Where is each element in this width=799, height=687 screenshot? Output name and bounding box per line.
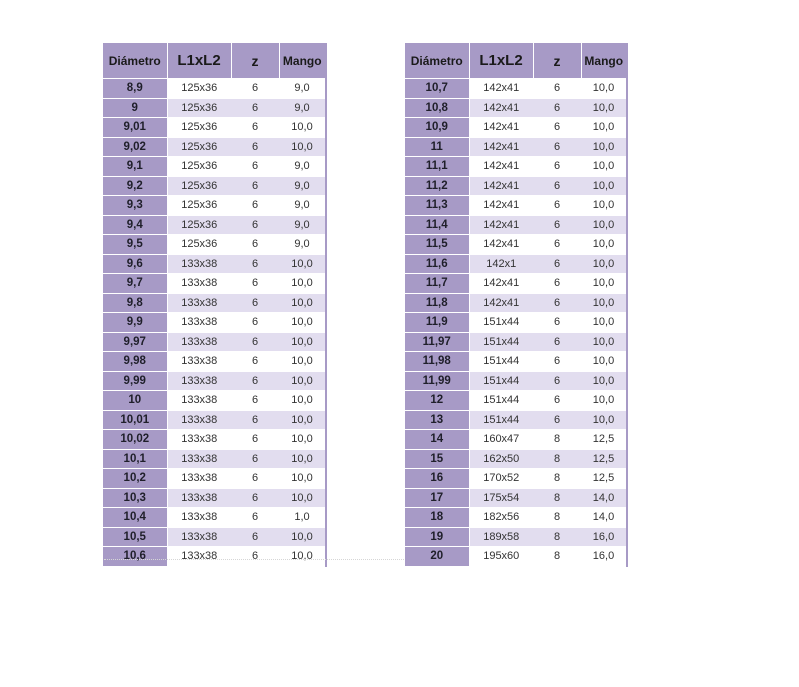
table-row [405,118,627,138]
table-row [103,254,326,274]
mango-cell: 12,5 [581,469,627,489]
mango-cell: 10,0 [581,157,627,177]
diametro-cell: 11,3 [405,196,469,216]
diametro-cell: 15 [405,449,469,469]
left-spec-table [103,43,327,567]
table-row [405,508,627,528]
diametro-cell: 9,4 [103,215,167,235]
z-cell: 6 [533,157,581,177]
z-cell: 6 [231,293,279,313]
dimensions-cell: 133x38 [167,430,231,450]
z-cell: 6 [533,196,581,216]
diametro-cell: 19 [405,527,469,547]
mango-cell: 10,0 [581,391,627,411]
mango-cell: 10,0 [279,254,326,274]
diametro-cell: 16 [405,469,469,489]
diametro-cell: 9,6 [103,254,167,274]
z-cell: 6 [533,352,581,372]
diametro-cell: 11,99 [405,371,469,391]
table-row [405,332,627,352]
header-mango: Mango [581,43,627,79]
mango-cell: 9,0 [279,98,326,118]
mango-cell: 10,0 [279,274,326,294]
z-cell: 8 [533,449,581,469]
mango-cell: 9,0 [279,157,326,177]
z-cell: 6 [231,79,279,99]
z-cell: 6 [231,118,279,138]
dimensions-cell: 175x54 [469,488,533,508]
dimensions-cell: 125x36 [167,215,231,235]
mango-cell: 10,0 [279,430,326,450]
mango-cell: 10,0 [581,118,627,138]
mango-cell: 10,0 [581,79,627,99]
left-table-body [103,79,326,567]
mango-cell: 10,0 [279,313,326,333]
header-mango: Mango [279,43,326,79]
diametro-cell: 9,9 [103,313,167,333]
diametro-cell: 11,4 [405,215,469,235]
diametro-cell: 10,02 [103,430,167,450]
mango-cell: 10,0 [279,352,326,372]
diametro-cell: 9,3 [103,196,167,216]
diametro-cell: 10,3 [103,488,167,508]
z-cell: 6 [533,79,581,99]
diametro-cell: 9,5 [103,235,167,255]
z-cell: 6 [231,371,279,391]
dimensions-cell: 189x58 [469,527,533,547]
dimensions-cell: 133x38 [167,293,231,313]
z-cell: 6 [231,274,279,294]
mango-cell: 10,0 [581,215,627,235]
diametro-cell: 10,7 [405,79,469,99]
z-cell: 6 [231,527,279,547]
table-row [103,410,326,430]
dimensions-cell: 133x38 [167,488,231,508]
diametro-cell: 11,9 [405,313,469,333]
dimensions-cell: 133x38 [167,391,231,411]
mango-cell: 10,0 [581,98,627,118]
table-row [405,176,627,196]
z-cell: 6 [533,215,581,235]
table-row [103,176,326,196]
z-cell: 6 [533,254,581,274]
table-row [103,157,326,177]
z-cell: 6 [231,508,279,528]
dimensions-cell: 133x38 [167,352,231,372]
diametro-cell: 10,2 [103,469,167,489]
mango-cell: 10,0 [581,313,627,333]
mango-cell: 10,0 [581,137,627,157]
mango-cell: 16,0 [581,547,627,567]
dimensions-cell: 151x44 [469,313,533,333]
z-cell: 6 [533,176,581,196]
table-row [405,352,627,372]
diametro-cell: 11,1 [405,157,469,177]
dimensions-cell: 142x41 [469,274,533,294]
diametro-cell: 12 [405,391,469,411]
mango-cell: 10,0 [581,352,627,372]
dimensions-cell: 125x36 [167,118,231,138]
header-z: z [533,43,581,79]
diametro-cell: 14 [405,430,469,450]
dimensions-cell: 151x44 [469,391,533,411]
z-cell: 6 [231,469,279,489]
mango-cell: 10,0 [279,332,326,352]
mango-cell: 9,0 [279,196,326,216]
dimensions-cell: 125x36 [167,157,231,177]
diametro-cell: 9,97 [103,332,167,352]
mango-cell: 12,5 [581,430,627,450]
mango-cell: 10,0 [279,488,326,508]
diametro-cell: 9,02 [103,137,167,157]
mango-cell: 10,0 [279,547,326,567]
diametro-cell: 9 [103,98,167,118]
z-cell: 6 [231,137,279,157]
dimensions-cell: 125x36 [167,98,231,118]
diametro-cell: 11,5 [405,235,469,255]
right-spec-table [405,43,628,567]
diametro-cell: 9,1 [103,157,167,177]
mango-cell: 9,0 [279,215,326,235]
dimensions-cell: 133x38 [167,254,231,274]
dimensions-cell: 133x38 [167,332,231,352]
z-cell: 6 [231,313,279,333]
mango-cell: 10,0 [581,371,627,391]
table-row [405,449,627,469]
z-cell: 6 [533,274,581,294]
table-row [103,215,326,235]
z-cell: 6 [231,352,279,372]
table-row [405,313,627,333]
diametro-cell: 13 [405,410,469,430]
mango-cell: 10,0 [279,118,326,138]
diametro-cell: 10,01 [103,410,167,430]
diametro-cell: 8,9 [103,79,167,99]
table-row [103,547,326,567]
table-row [405,196,627,216]
z-cell: 6 [533,391,581,411]
mango-cell: 16,0 [581,527,627,547]
header-diametro: Diámetro [405,43,469,79]
z-cell: 6 [231,488,279,508]
mango-cell: 10,0 [581,410,627,430]
dimensions-cell: 142x41 [469,118,533,138]
z-cell: 6 [231,176,279,196]
dimensions-cell: 125x36 [167,196,231,216]
diametro-cell: 11,6 [405,254,469,274]
z-cell: 6 [533,293,581,313]
dimensions-cell: 133x38 [167,508,231,528]
z-cell: 8 [533,469,581,489]
z-cell: 6 [231,410,279,430]
z-cell: 6 [231,157,279,177]
header-diametro: Diámetro [103,43,167,79]
z-cell: 6 [231,196,279,216]
mango-cell: 10,0 [581,293,627,313]
dimensions-cell: 142x41 [469,137,533,157]
dimensions-cell: 133x38 [167,527,231,547]
mango-cell: 9,0 [279,176,326,196]
dimensions-cell: 182x56 [469,508,533,528]
z-cell: 6 [231,235,279,255]
table-row [103,508,326,528]
diametro-cell: 9,8 [103,293,167,313]
table-row [103,235,326,255]
diametro-cell: 10,1 [103,449,167,469]
dimensions-cell: 170x52 [469,469,533,489]
table-row [405,274,627,294]
table-row [103,196,326,216]
z-cell: 6 [231,449,279,469]
table-row [405,235,627,255]
diametro-cell: 20 [405,547,469,567]
z-cell: 8 [533,527,581,547]
z-cell: 8 [533,508,581,528]
diametro-cell: 11,2 [405,176,469,196]
header-row [103,43,326,79]
dimensions-cell: 133x38 [167,313,231,333]
dimensions-cell: 160x47 [469,430,533,450]
z-cell: 6 [533,332,581,352]
table-row [405,527,627,547]
z-cell: 8 [533,547,581,567]
dimensions-cell: 151x44 [469,352,533,372]
dimensions-cell: 142x41 [469,196,533,216]
dimensions-cell: 133x38 [167,410,231,430]
dimensions-cell: 151x44 [469,371,533,391]
diametro-cell: 9,01 [103,118,167,138]
dimensions-cell: 142x41 [469,235,533,255]
table-row [405,371,627,391]
z-cell: 6 [533,118,581,138]
diametro-cell: 10,5 [103,527,167,547]
table-row [103,527,326,547]
diametro-cell: 17 [405,488,469,508]
mango-cell: 9,0 [279,235,326,255]
table-row [103,98,326,118]
diametro-cell: 10 [103,391,167,411]
table-row [103,449,326,469]
mango-cell: 10,0 [581,332,627,352]
z-cell: 6 [231,547,279,567]
dimensions-cell: 142x41 [469,157,533,177]
mango-cell: 10,0 [581,235,627,255]
z-cell: 8 [533,488,581,508]
table-row [405,98,627,118]
dimensions-cell: 142x1 [469,254,533,274]
z-cell: 6 [231,215,279,235]
mango-cell: 10,0 [279,371,326,391]
table-row [405,469,627,489]
diametro-cell: 10,8 [405,98,469,118]
table-row [405,157,627,177]
table-row [103,391,326,411]
dimensions-cell: 151x44 [469,332,533,352]
dimensions-cell: 195x60 [469,547,533,567]
table-row [405,293,627,313]
z-cell: 6 [231,254,279,274]
dimensions-cell: 133x38 [167,274,231,294]
z-cell: 8 [533,430,581,450]
dimensions-cell: 142x41 [469,98,533,118]
dimensions-cell: 142x41 [469,79,533,99]
table-row [103,118,326,138]
table-row [405,137,627,157]
table-row [103,488,326,508]
z-cell: 6 [533,313,581,333]
table-row [405,79,627,99]
table-row [405,488,627,508]
dimensions-cell: 125x36 [167,235,231,255]
z-cell: 6 [231,332,279,352]
table-row [405,391,627,411]
mango-cell: 10,0 [279,137,326,157]
mango-cell: 10,0 [279,293,326,313]
mango-cell: 10,0 [279,527,326,547]
header-row [405,43,627,79]
right-table-body [405,79,627,567]
table-row [103,274,326,294]
diametro-cell: 10,6 [103,547,167,567]
dimensions-cell: 125x36 [167,79,231,99]
mango-cell: 10,0 [581,196,627,216]
header-z: z [231,43,279,79]
mango-cell: 10,0 [581,274,627,294]
mango-cell: 10,0 [279,391,326,411]
diametro-cell: 9,2 [103,176,167,196]
footnote-line [104,559,404,562]
z-cell: 6 [231,98,279,118]
z-cell: 6 [231,430,279,450]
table-row [103,430,326,450]
table-row [405,410,627,430]
diametro-cell: 11 [405,137,469,157]
table-row [103,293,326,313]
z-cell: 6 [533,98,581,118]
dimensions-cell: 133x38 [167,449,231,469]
z-cell: 6 [533,371,581,391]
dimensions-cell: 125x36 [167,176,231,196]
table-row [103,352,326,372]
table-row [103,79,326,99]
diametro-cell: 10,9 [405,118,469,138]
dimensions-cell: 162x50 [469,449,533,469]
mango-cell: 1,0 [279,508,326,528]
mango-cell: 10,0 [279,469,326,489]
diametro-cell: 11,7 [405,274,469,294]
dimensions-cell: 142x41 [469,176,533,196]
table-row [405,430,627,450]
table-row [103,137,326,157]
header-dimensions: L1xL2 [167,43,231,79]
mango-cell: 10,0 [279,410,326,430]
dimensions-cell: 142x41 [469,293,533,313]
table-row [103,332,326,352]
diametro-cell: 11,8 [405,293,469,313]
diametro-cell: 11,98 [405,352,469,372]
dimensions-cell: 133x38 [167,469,231,489]
dimensions-cell: 133x38 [167,547,231,567]
table-row [103,313,326,333]
mango-cell: 10,0 [279,449,326,469]
mango-cell: 12,5 [581,449,627,469]
mango-cell: 10,0 [581,176,627,196]
diametro-cell: 11,97 [405,332,469,352]
diametro-cell: 9,7 [103,274,167,294]
mango-cell: 14,0 [581,508,627,528]
table-row [103,469,326,489]
dimensions-cell: 151x44 [469,410,533,430]
table-row [103,371,326,391]
dimensions-cell: 125x36 [167,137,231,157]
diametro-cell: 9,99 [103,371,167,391]
z-cell: 6 [533,235,581,255]
mango-cell: 14,0 [581,488,627,508]
header-dimensions: L1xL2 [469,43,533,79]
table-row [405,547,627,567]
z-cell: 6 [231,391,279,411]
table-row [405,254,627,274]
diametro-cell: 10,4 [103,508,167,528]
table-row [405,215,627,235]
z-cell: 6 [533,137,581,157]
dimensions-cell: 142x41 [469,215,533,235]
diametro-cell: 18 [405,508,469,528]
mango-cell: 9,0 [279,79,326,99]
z-cell: 6 [533,410,581,430]
dimensions-cell: 133x38 [167,371,231,391]
diametro-cell: 9,98 [103,352,167,372]
mango-cell: 10,0 [581,254,627,274]
